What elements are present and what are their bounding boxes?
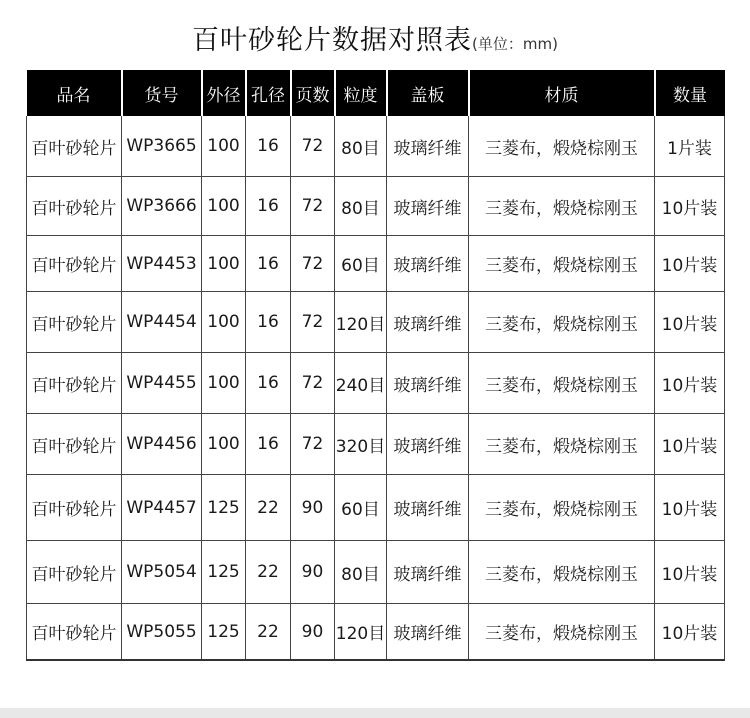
product-name-cell: 百叶砂轮片	[27, 116, 122, 177]
page-count-cell: 72	[291, 353, 335, 414]
item-code-cell: WP4455	[122, 353, 202, 414]
item-code-cell: WP5054	[122, 541, 202, 604]
table-row	[27, 604, 725, 661]
product-name-cell: 百叶砂轮片	[27, 414, 122, 475]
page-title	[0, 18, 750, 57]
hole-diameter-cell: 22	[246, 475, 291, 541]
item-code-cell: WP4456	[122, 414, 202, 475]
page-count-cell: 90	[291, 475, 335, 541]
item-code-cell: WP4457	[122, 475, 202, 541]
quantity-cell: 10片装	[655, 475, 725, 541]
cover-plate-cell: 玻璃纤维	[387, 177, 469, 236]
page-count-cell: 72	[291, 414, 335, 475]
cover-plate-cell: 玻璃纤维	[387, 541, 469, 604]
header-cell: 材质	[469, 70, 655, 116]
product-name-cell: 百叶砂轮片	[27, 236, 122, 292]
hole-diameter-cell: 16	[246, 236, 291, 292]
grit-cell: 120目	[335, 292, 387, 353]
table-row	[27, 541, 725, 604]
grit-cell: 80目	[335, 541, 387, 604]
product-name-cell: 百叶砂轮片	[27, 475, 122, 541]
header-cell: 货号	[122, 70, 202, 116]
hole-diameter-cell: 22	[246, 604, 291, 661]
page-count-cell: 72	[291, 292, 335, 353]
page-count-cell: 90	[291, 541, 335, 604]
cover-plate-cell: 玻璃纤维	[387, 475, 469, 541]
material-cell: 三菱布，煅烧棕刚玉	[469, 236, 655, 292]
grit-cell: 80目	[335, 116, 387, 177]
material-cell: 三菱布，煅烧棕刚玉	[469, 541, 655, 604]
hole-diameter-cell: 16	[246, 177, 291, 236]
table-header-row	[27, 70, 725, 116]
header-cell: 孔径	[246, 70, 291, 116]
quantity-cell: 1片装	[655, 116, 725, 177]
material-cell: 三菱布，煅烧棕刚玉	[469, 475, 655, 541]
header-cell: 粒度	[335, 70, 387, 116]
product-name-cell: 百叶砂轮片	[27, 292, 122, 353]
cover-plate-cell: 玻璃纤维	[387, 116, 469, 177]
header-cell: 品名	[27, 70, 122, 116]
cover-plate-cell: 玻璃纤维	[387, 292, 469, 353]
quantity-cell: 10片装	[655, 353, 725, 414]
header-cell: 外径	[202, 70, 246, 116]
hole-diameter-cell: 22	[246, 541, 291, 604]
cover-plate-cell: 玻璃纤维	[387, 353, 469, 414]
quantity-cell: 10片装	[655, 414, 725, 475]
material-cell: 三菱布，煅烧棕刚玉	[469, 604, 655, 661]
table-row	[27, 116, 725, 177]
grit-cell: 80目	[335, 177, 387, 236]
material-cell: 三菱布，煅烧棕刚玉	[469, 414, 655, 475]
outer-diameter-cell: 100	[202, 414, 246, 475]
material-cell: 三菱布，煅烧棕刚玉	[469, 116, 655, 177]
cover-plate-cell: 玻璃纤维	[387, 604, 469, 661]
grit-cell: 240目	[335, 353, 387, 414]
item-code-cell: WP5055	[122, 604, 202, 661]
bottom-band	[0, 708, 750, 718]
title-unit: (单位：mm)	[472, 35, 558, 53]
grit-cell: 120目	[335, 604, 387, 661]
hole-diameter-cell: 16	[246, 292, 291, 353]
page-count-cell: 72	[291, 236, 335, 292]
cover-plate-cell: 玻璃纤维	[387, 236, 469, 292]
hole-diameter-cell: 16	[246, 353, 291, 414]
outer-diameter-cell: 100	[202, 292, 246, 353]
page-count-cell: 72	[291, 116, 335, 177]
outer-diameter-cell: 100	[202, 177, 246, 236]
product-name-cell: 百叶砂轮片	[27, 177, 122, 236]
quantity-cell: 10片装	[655, 292, 725, 353]
outer-diameter-cell: 125	[202, 475, 246, 541]
hole-diameter-cell: 16	[246, 116, 291, 177]
cover-plate-cell: 玻璃纤维	[387, 414, 469, 475]
header-cell: 页数	[291, 70, 335, 116]
outer-diameter-cell: 100	[202, 236, 246, 292]
title-main: 百叶砂轮片数据对照表	[192, 25, 473, 56]
hole-diameter-cell: 16	[246, 414, 291, 475]
material-cell: 三菱布，煅烧棕刚玉	[469, 292, 655, 353]
product-name-cell: 百叶砂轮片	[27, 541, 122, 604]
table-row	[27, 475, 725, 541]
quantity-cell: 10片装	[655, 236, 725, 292]
table-row	[27, 414, 725, 475]
quantity-cell: 10片装	[655, 177, 725, 236]
outer-diameter-cell: 100	[202, 116, 246, 177]
item-code-cell: WP3666	[122, 177, 202, 236]
product-name-cell: 百叶砂轮片	[27, 353, 122, 414]
table-row	[27, 236, 725, 292]
data-table	[26, 70, 725, 661]
header-cell: 盖板	[387, 70, 469, 116]
header-cell: 数量	[655, 70, 725, 116]
page-count-cell: 90	[291, 604, 335, 661]
material-cell: 三菱布，煅烧棕刚玉	[469, 177, 655, 236]
quantity-cell: 10片装	[655, 541, 725, 604]
item-code-cell: WP3665	[122, 116, 202, 177]
table-row	[27, 177, 725, 236]
product-name-cell: 百叶砂轮片	[27, 604, 122, 661]
table-row	[27, 292, 725, 353]
item-code-cell: WP4454	[122, 292, 202, 353]
grit-cell: 320目	[335, 414, 387, 475]
material-cell: 三菱布，煅烧棕刚玉	[469, 353, 655, 414]
grit-cell: 60目	[335, 236, 387, 292]
outer-diameter-cell: 100	[202, 353, 246, 414]
item-code-cell: WP4453	[122, 236, 202, 292]
quantity-cell: 10片装	[655, 604, 725, 661]
table-row	[27, 353, 725, 414]
page-count-cell: 72	[291, 177, 335, 236]
outer-diameter-cell: 125	[202, 541, 246, 604]
grit-cell: 60目	[335, 475, 387, 541]
outer-diameter-cell: 125	[202, 604, 246, 661]
